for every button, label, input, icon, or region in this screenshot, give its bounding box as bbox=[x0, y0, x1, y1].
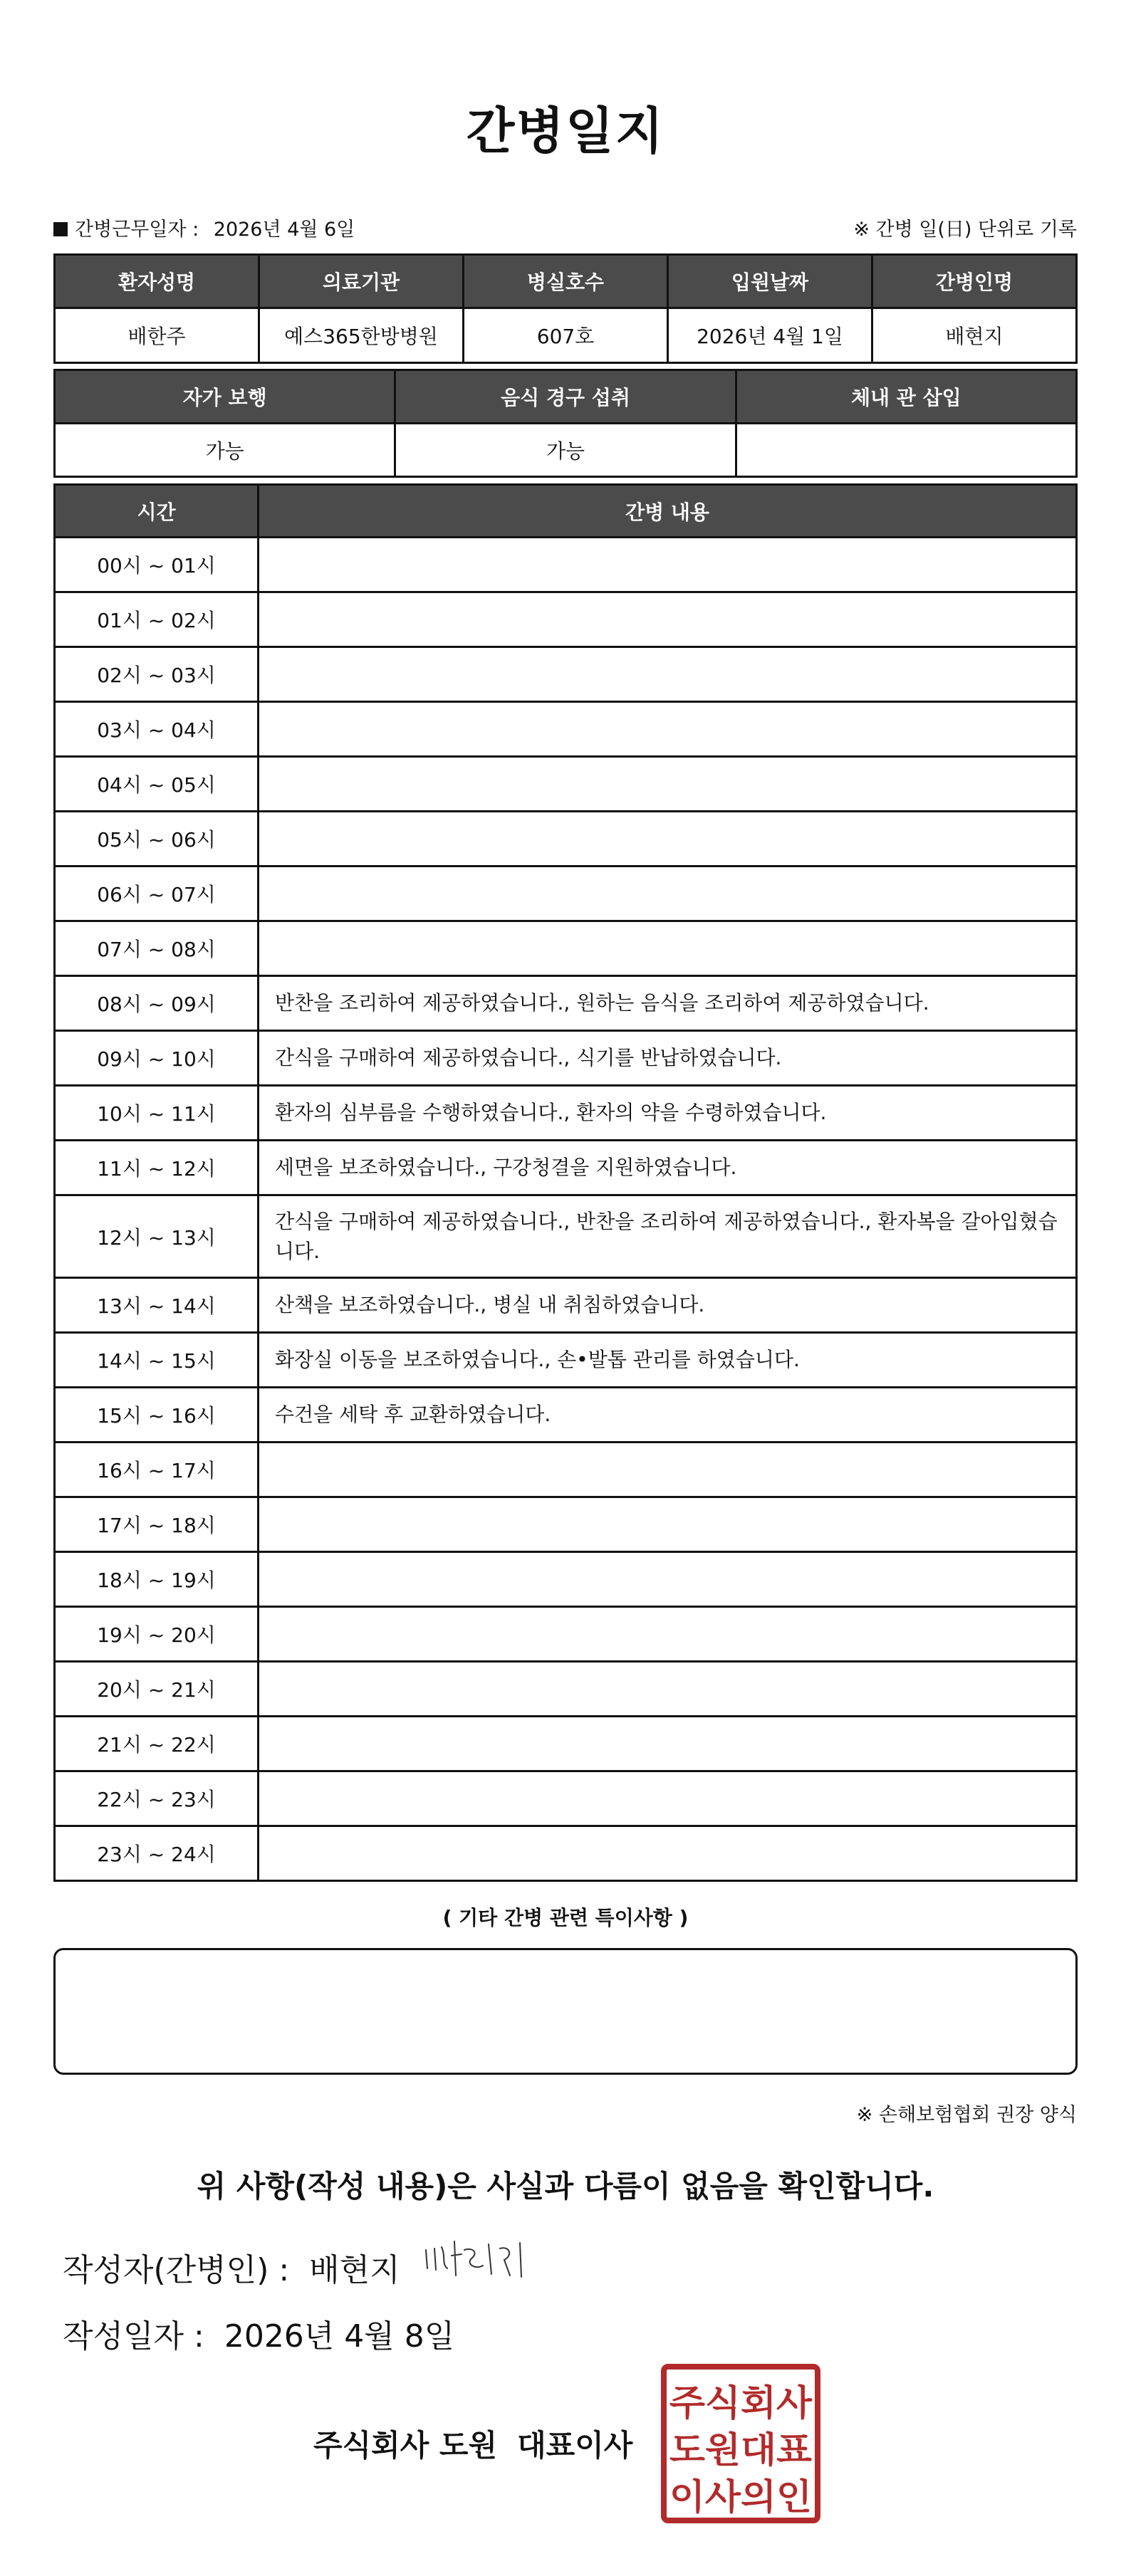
log-content-cell[interactable] bbox=[259, 1662, 1077, 1717]
log-content-cell[interactable]: 반찬을 조리하여 제공하였습니다., 원하는 음식을 조리하여 제공하였습니다. bbox=[259, 976, 1077, 1031]
log-row bbox=[55, 1031, 1077, 1086]
written-date-value: 2026년 4월 8일 bbox=[224, 2318, 455, 2355]
log-row bbox=[55, 976, 1077, 1031]
time-header: 시간 bbox=[55, 485, 259, 538]
log-time-cell: 18시 ~ 19시 bbox=[55, 1552, 259, 1607]
log-row bbox=[55, 647, 1077, 702]
log-content-cell[interactable] bbox=[259, 1607, 1077, 1662]
writer-label: 작성자(간병인) : bbox=[63, 2252, 290, 2288]
ability-table bbox=[53, 369, 1078, 478]
log-time-cell: 23시 ~ 24시 bbox=[55, 1826, 259, 1881]
log-content-cell[interactable]: 간식을 구매하여 제공하였습니다., 반찬을 조리하여 제공하였습니다., 환자복을 갈아입혔습니다. bbox=[259, 1195, 1077, 1278]
patient-header: 의료기관 bbox=[259, 255, 464, 308]
company-signature-line bbox=[313, 2422, 632, 2465]
log-content-cell[interactable] bbox=[259, 1771, 1077, 1826]
patient-header: 병실호수 bbox=[464, 255, 668, 308]
handwritten-signature bbox=[420, 2234, 541, 2284]
recommendation-note: ※ 손해보험협회 권장 양식 bbox=[856, 2104, 1077, 2126]
log-content-cell[interactable] bbox=[259, 592, 1077, 647]
log-content-cell[interactable] bbox=[259, 921, 1077, 976]
written-date-line bbox=[63, 2310, 454, 2356]
content-header: 간병 내용 bbox=[259, 485, 1077, 538]
patient-header: 환자성명 bbox=[55, 255, 259, 308]
log-time-cell: 07시 ~ 08시 bbox=[55, 921, 259, 976]
log-content-cell[interactable]: 간식을 구매하여 제공하였습니다., 식기를 반납하였습니다. bbox=[259, 1031, 1077, 1086]
log-time-cell: 14시 ~ 15시 bbox=[55, 1333, 259, 1388]
tube-cell bbox=[736, 424, 1076, 477]
company-seal bbox=[660, 2362, 822, 2525]
log-row bbox=[55, 1662, 1077, 1717]
patient-info-table bbox=[53, 253, 1078, 364]
work-date-label: 간병근무일자 : bbox=[75, 219, 199, 241]
log-time-cell: 04시 ~ 05시 bbox=[55, 757, 259, 812]
log-content-cell[interactable] bbox=[259, 1497, 1077, 1552]
log-time-cell: 12시 ~ 13시 bbox=[55, 1195, 259, 1278]
log-content-cell[interactable] bbox=[259, 866, 1077, 921]
log-time-cell: 13시 ~ 14시 bbox=[55, 1278, 259, 1333]
log-row bbox=[55, 538, 1077, 592]
work-date-line bbox=[53, 214, 355, 241]
log-row bbox=[55, 1195, 1077, 1278]
square-bullet-icon bbox=[53, 222, 68, 236]
log-content-cell[interactable] bbox=[259, 1443, 1077, 1497]
work-date-value: 2026년 4월 6일 bbox=[213, 219, 355, 241]
writer-name: 배현지 bbox=[309, 2252, 400, 2288]
walking-cell: 가능 bbox=[55, 424, 395, 477]
hospital-cell: 예스365한방병원 bbox=[259, 308, 464, 363]
log-content-cell[interactable] bbox=[259, 757, 1077, 812]
log-row bbox=[55, 1607, 1077, 1662]
ability-header: 음식 경구 섭취 bbox=[395, 370, 736, 424]
log-time-cell: 06시 ~ 07시 bbox=[55, 866, 259, 921]
log-time-cell: 02시 ~ 03시 bbox=[55, 647, 259, 702]
log-row bbox=[55, 1443, 1077, 1497]
log-time-cell: 16시 ~ 17시 bbox=[55, 1443, 259, 1497]
care-log-table bbox=[53, 483, 1078, 1882]
log-content-cell[interactable] bbox=[259, 812, 1077, 866]
seal-line: 주식회사 bbox=[669, 2382, 813, 2424]
log-content-cell[interactable]: 세면을 보조하였습니다., 구강청결을 지원하였습니다. bbox=[259, 1141, 1077, 1195]
log-time-cell: 19시 ~ 20시 bbox=[55, 1607, 259, 1662]
patient-name-cell: 배한주 bbox=[55, 308, 259, 363]
admission-date-cell: 2026년 4월 1일 bbox=[668, 308, 872, 363]
log-content-cell[interactable]: 화장실 이동을 보조하였습니다., 손•발톱 관리를 하였습니다. bbox=[259, 1333, 1077, 1388]
log-row bbox=[55, 1141, 1077, 1195]
log-content-cell[interactable]: 환자의 심부름을 수행하였습니다., 환자의 약을 수령하였습니다. bbox=[259, 1086, 1077, 1141]
patient-header: 간병인명 bbox=[872, 255, 1077, 308]
log-row bbox=[55, 1333, 1077, 1388]
log-time-cell: 17시 ~ 18시 bbox=[55, 1497, 259, 1552]
log-time-cell: 05시 ~ 06시 bbox=[55, 812, 259, 866]
log-content-cell[interactable] bbox=[259, 1717, 1077, 1771]
log-row bbox=[55, 921, 1077, 976]
log-time-cell: 20시 ~ 21시 bbox=[55, 1662, 259, 1717]
log-time-cell: 10시 ~ 11시 bbox=[55, 1086, 259, 1141]
log-time-cell: 09시 ~ 10시 bbox=[55, 1031, 259, 1086]
log-content-cell[interactable]: 산책을 보조하였습니다., 병실 내 취침하였습니다. bbox=[259, 1278, 1077, 1333]
special-notes-label: ( 기타 간병 관련 특이사항 ) bbox=[442, 1906, 689, 1930]
log-time-cell: 15시 ~ 16시 bbox=[55, 1388, 259, 1443]
ability-header: 자가 보행 bbox=[55, 370, 395, 424]
log-row bbox=[55, 1278, 1077, 1333]
writer-line bbox=[63, 2244, 400, 2290]
caregiver-name-cell: 배현지 bbox=[872, 308, 1077, 363]
document-title: 간병일지 bbox=[466, 102, 665, 160]
confirmation-statement: 위 사항(작성 내용)은 사실과 다름이 없음을 확인합니다. bbox=[197, 2169, 934, 2204]
log-time-cell: 08시 ~ 09시 bbox=[55, 976, 259, 1031]
log-row bbox=[55, 812, 1077, 866]
log-time-cell: 22시 ~ 23시 bbox=[55, 1771, 259, 1826]
log-time-cell: 11시 ~ 12시 bbox=[55, 1141, 259, 1195]
log-row bbox=[55, 592, 1077, 647]
log-row bbox=[55, 1826, 1077, 1881]
log-time-cell: 00시 ~ 01시 bbox=[55, 538, 259, 592]
special-notes-box[interactable] bbox=[53, 1948, 1078, 2075]
log-content-cell[interactable] bbox=[259, 1552, 1077, 1607]
unit-note: ※ 간병 일(日) 단위로 기록 bbox=[853, 219, 1077, 241]
care-log-body bbox=[55, 538, 1077, 1881]
log-content-cell[interactable] bbox=[259, 647, 1077, 702]
log-row bbox=[55, 1086, 1077, 1141]
room-cell: 607호 bbox=[464, 308, 668, 363]
written-date-label: 작성일자 : bbox=[63, 2318, 204, 2355]
log-row bbox=[55, 1388, 1077, 1443]
log-time-cell: 01시 ~ 02시 bbox=[55, 592, 259, 647]
company-title: 대표이사 bbox=[517, 2428, 633, 2463]
seal-line: 이사의인 bbox=[669, 2476, 812, 2518]
log-content-cell[interactable] bbox=[259, 1826, 1077, 1881]
log-row bbox=[55, 1497, 1077, 1552]
log-content-cell[interactable]: 수건을 세탁 후 교환하였습니다. bbox=[259, 1388, 1077, 1443]
log-row bbox=[55, 1771, 1077, 1826]
log-row bbox=[55, 702, 1077, 757]
special-notes-text bbox=[56, 1950, 1075, 1979]
ability-header: 체내 관 삽입 bbox=[736, 370, 1076, 424]
oral-intake-cell: 가능 bbox=[395, 424, 736, 477]
log-row bbox=[55, 1552, 1077, 1607]
log-row bbox=[55, 1717, 1077, 1771]
log-row bbox=[55, 866, 1077, 921]
patient-header: 입원날짜 bbox=[668, 255, 872, 308]
log-row bbox=[55, 757, 1077, 812]
log-time-cell: 03시 ~ 04시 bbox=[55, 702, 259, 757]
seal-line: 도원대표 bbox=[669, 2429, 813, 2471]
log-content-cell[interactable] bbox=[259, 702, 1077, 757]
company-name: 주식회사 도원 bbox=[313, 2428, 498, 2463]
log-time-cell: 21시 ~ 22시 bbox=[55, 1717, 259, 1771]
log-content-cell[interactable] bbox=[259, 538, 1077, 592]
